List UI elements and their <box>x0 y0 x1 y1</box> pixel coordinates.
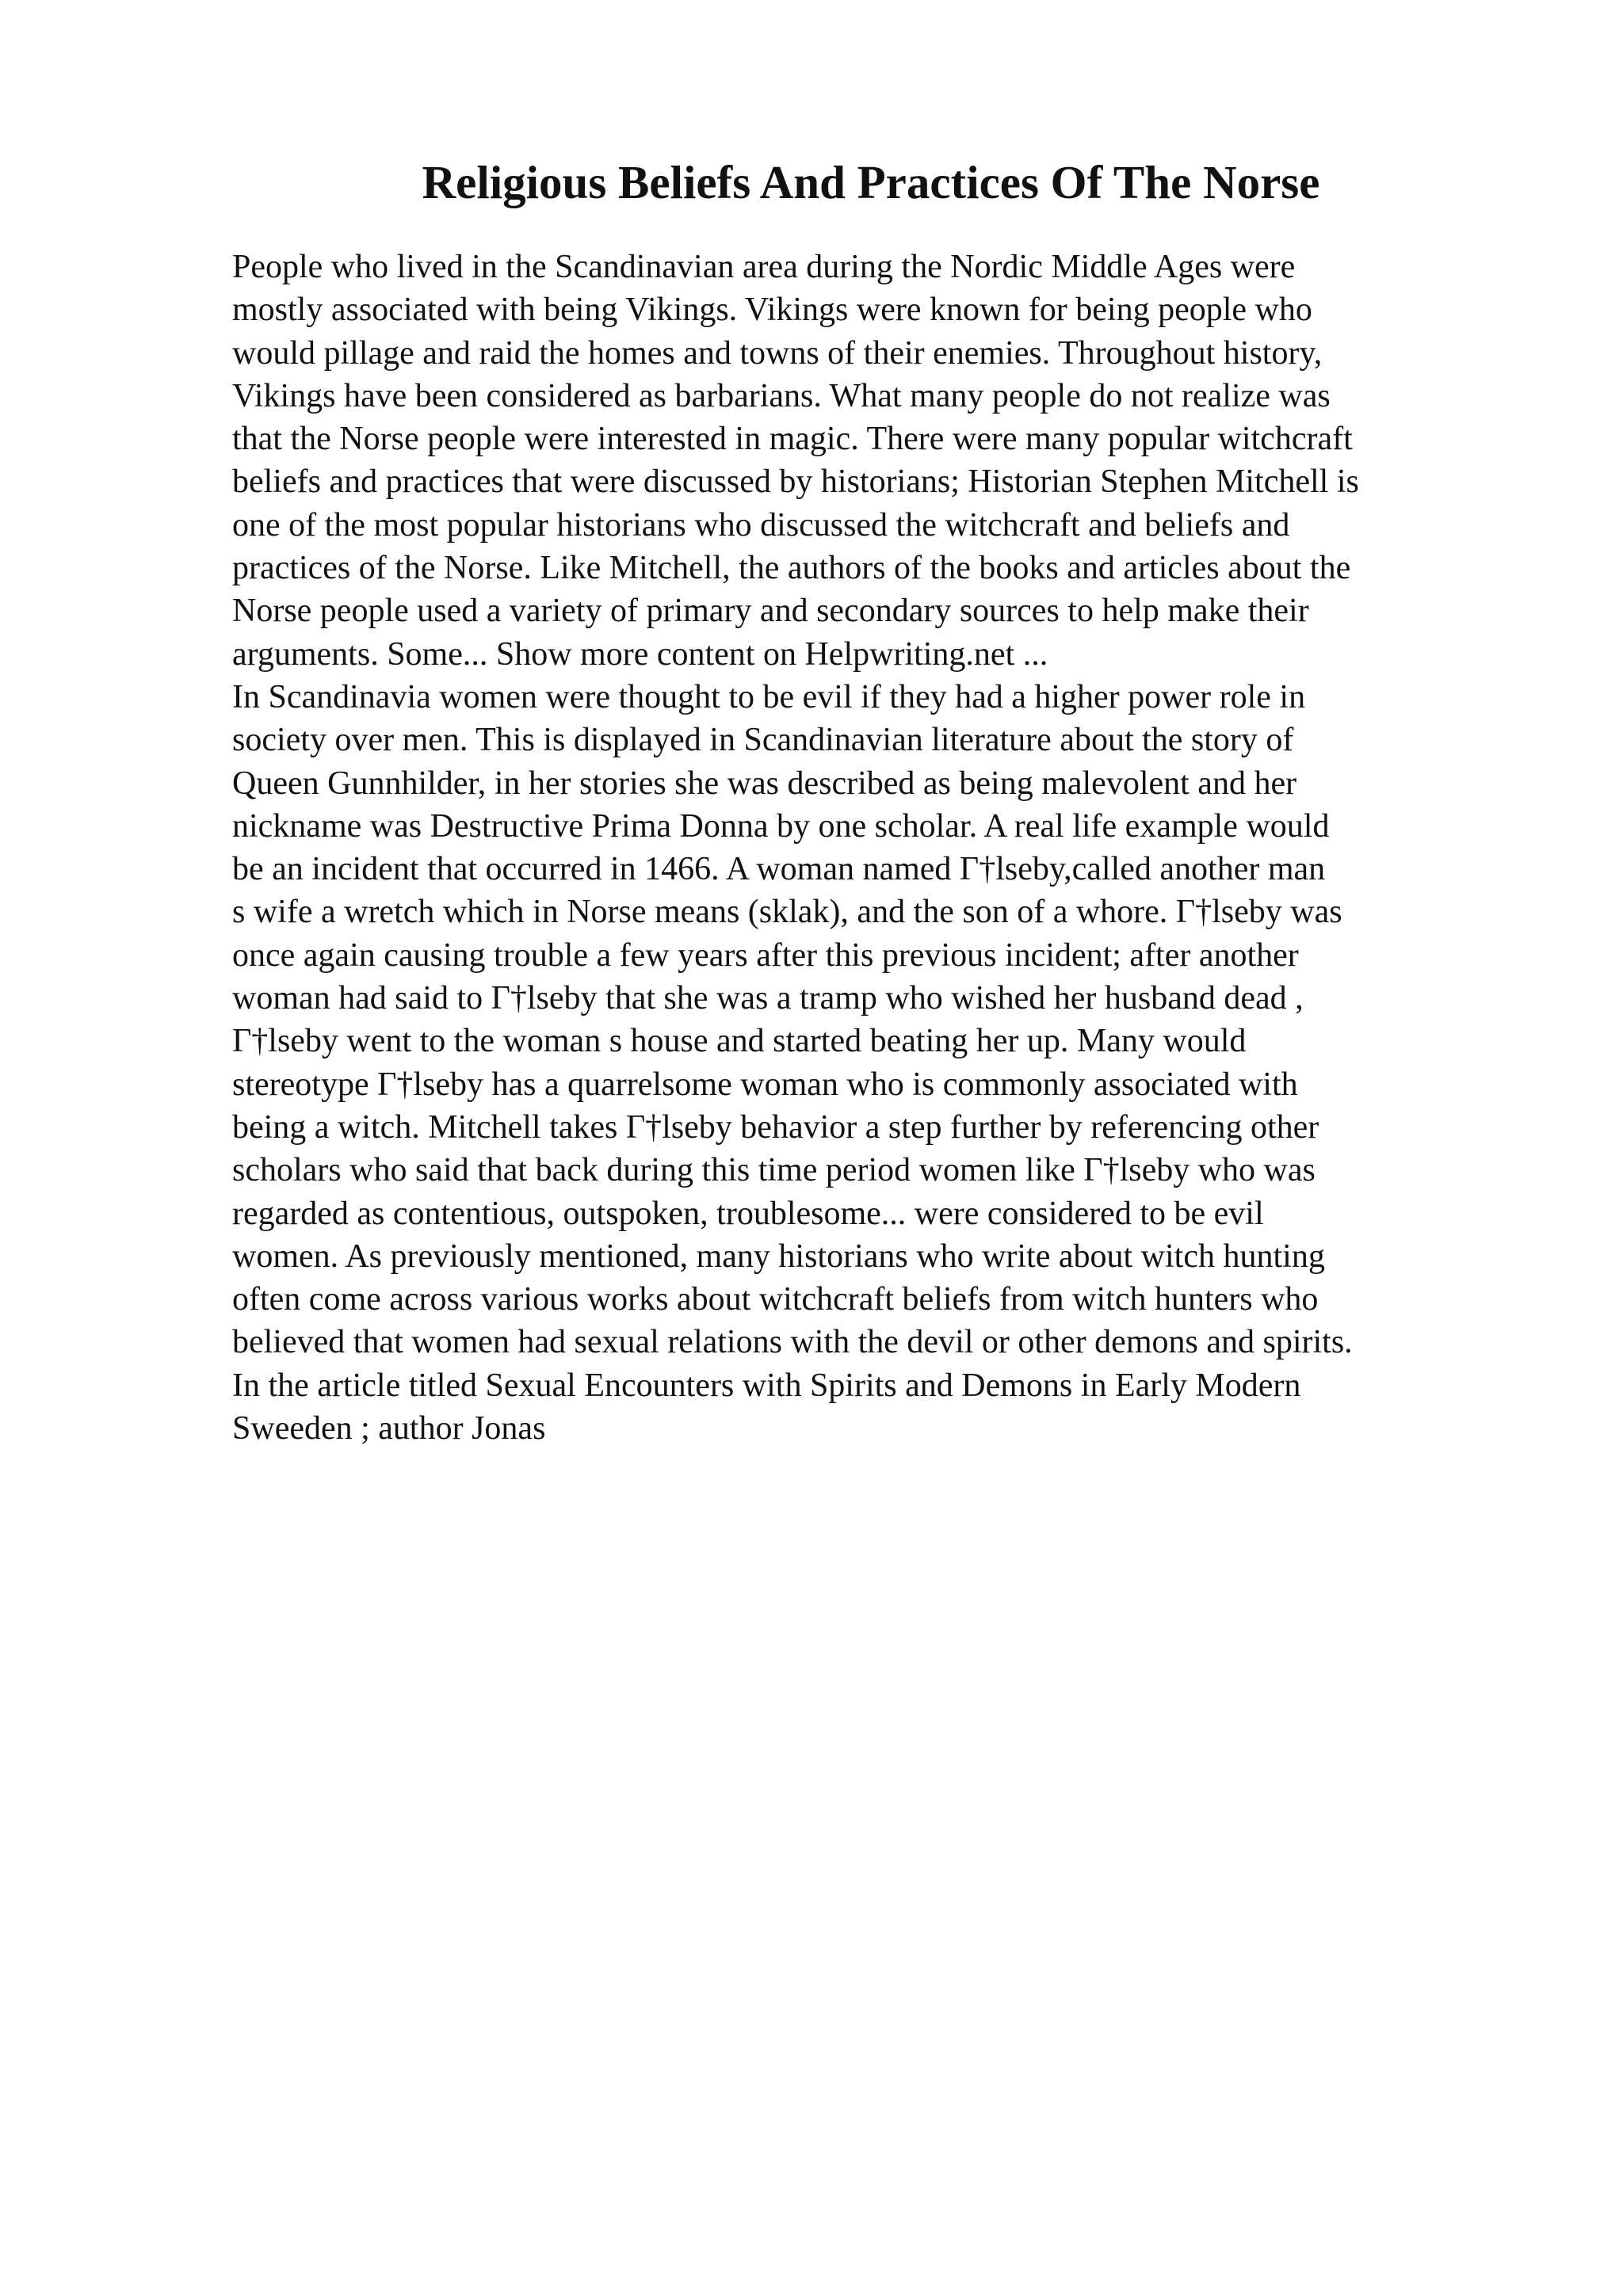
text-line: women. As previously mentioned, many historians who write about witch hunting <box>232 1238 1325 1275</box>
text-line: be an incident that occurred in 1466. A woman named Γ†lseby,called another man <box>232 851 1326 888</box>
text-line: scholars who said that back during this time period women like Γ†lseby who was <box>232 1152 1316 1189</box>
text-line: People who lived in the Scandinavian area during the Nordic Middle Ages were <box>232 249 1296 285</box>
text-line: arguments. Some... Show more content on Helpwriting.net ... <box>232 635 1048 673</box>
text-line: would pillage and raid the homes and towns of their enemies. Throughout history, <box>232 334 1323 372</box>
text-line: once again causing trouble a few years after this previous incident; after another <box>232 936 1299 974</box>
text-line: Norse people used a variety of primary and secondary sources to help make their <box>232 593 1309 630</box>
text-line: believed that women had sexual relations with the devil or other demons and spirits. <box>232 1324 1353 1361</box>
text-line: In the article titled Sexual Encounters with Spirits and Demons in Early Modern <box>232 1367 1301 1404</box>
text-line: woman had said to Γ†lseby that she was a tramp who wished her husband dead , <box>232 980 1304 1017</box>
document-body <box>232 246 1516 1450</box>
text-line: often come across various works about witchcraft beliefs from witch hunters who <box>232 1281 1319 1318</box>
document-title: Religious Beliefs And Practices Of The Norse <box>422 156 1320 208</box>
text-line: Vikings have been considered as barbarians. What many people do not realize was <box>232 377 1331 414</box>
text-line: Queen Gunnhilder, in her stories she was described as being malevolent and her <box>232 765 1297 802</box>
text-line: that the Norse people were interested in magic. There were many popular witchcraft <box>232 421 1353 458</box>
text-line: regarded as contentious, outspoken, troublesome... were considered to be evil <box>232 1195 1264 1232</box>
text-line: stereotype Γ†lseby has a quarrelsome woman who is commonly associated with <box>232 1066 1298 1103</box>
text-line: nickname was Destructive Prima Donna by one scholar. A real life example would <box>232 807 1330 845</box>
text-line: Γ†lseby went to the woman s house and started beating her up. Many would <box>232 1023 1247 1060</box>
text-line: being a witch. Mitchell takes Γ†lseby behavior a step further by referencing other <box>232 1108 1319 1146</box>
text-line: In Scandinavia women were thought to be evil if they had a higher power role in <box>232 678 1306 715</box>
text-line: mostly associated with being Vikings. Vikings were known for being people who <box>232 292 1312 329</box>
text-line: practices of the Norse. Like Mitchell, the authors of the books and articles about the <box>232 550 1351 587</box>
text-line: one of the most popular historians who discussed the witchcraft and beliefs and <box>232 506 1290 543</box>
text-line: Sweeden ; author Jonas <box>232 1410 546 1447</box>
text-line: s wife a wretch which in Norse means (sklak), and the son of a whore. Γ†lseby was <box>232 894 1342 931</box>
text-line: beliefs and practices that were discussed by historians; Historian Stephen Mitchell is <box>232 463 1359 501</box>
text-line: society over men. This is displayed in Scandinavian literature about the story of <box>232 722 1294 759</box>
